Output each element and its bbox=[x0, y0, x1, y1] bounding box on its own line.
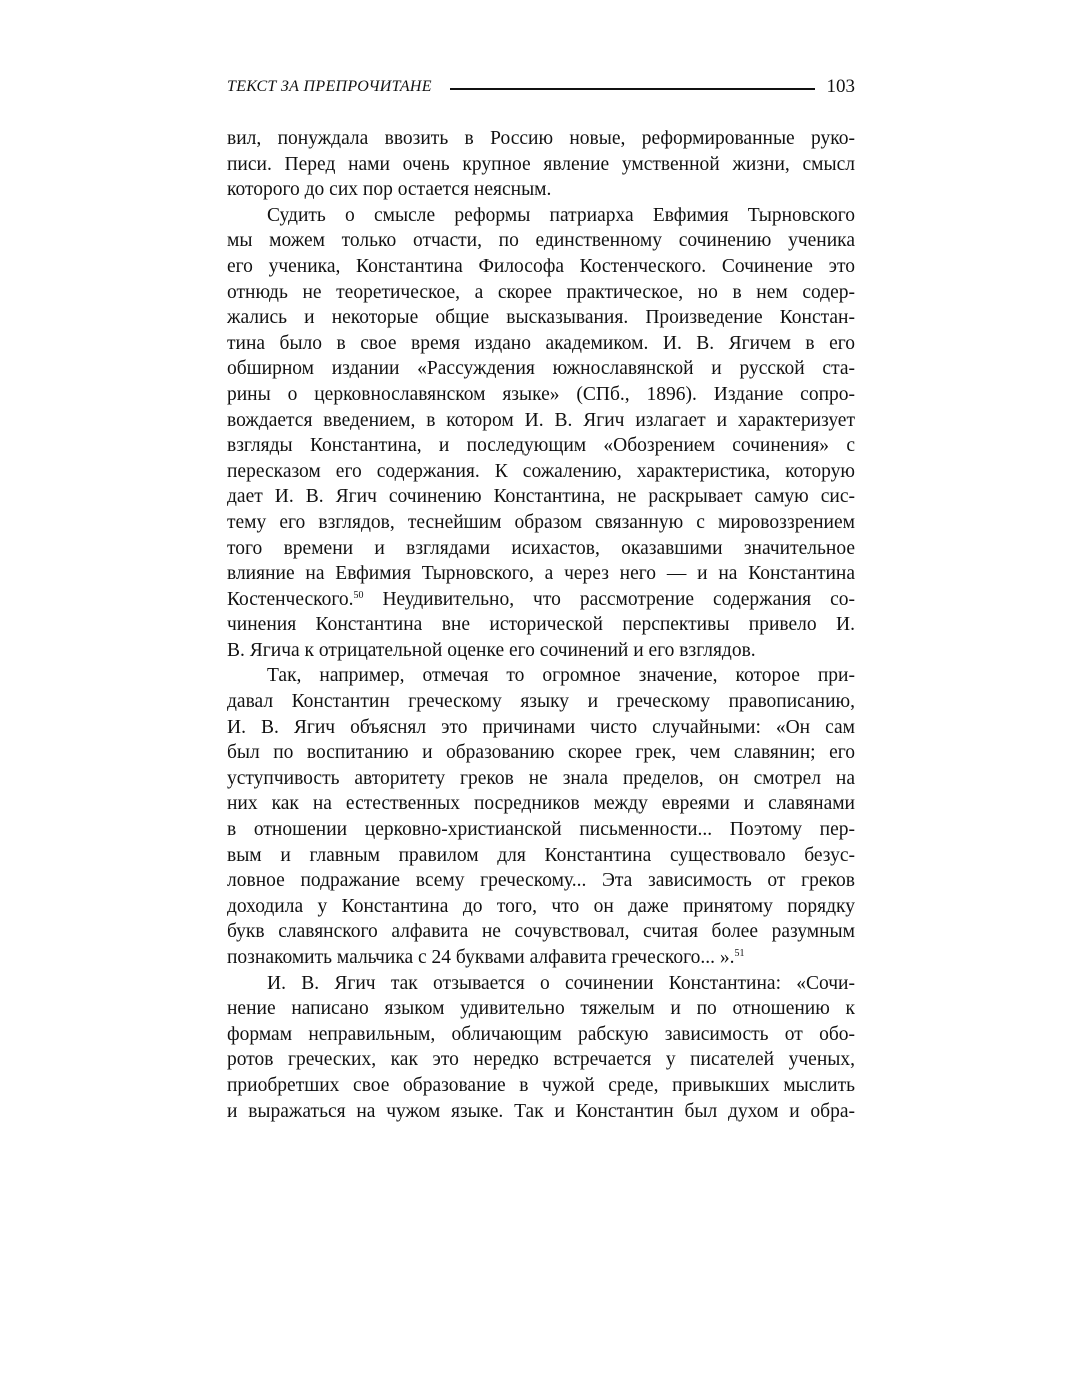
text-line: которого до сих пор остается неясным. bbox=[227, 179, 552, 201]
book-page bbox=[227, 74, 855, 1124]
text-line: формам неправильным, обличающим рабскую зависимость от обо- bbox=[227, 1023, 855, 1045]
text-line: взгляды Константина, и последующим «Обозрением сочинения» с bbox=[227, 435, 855, 457]
text-line: тему его взглядов, теснейшим образом связанную с мировоззрением bbox=[227, 511, 855, 533]
text-line: его ученика, Константина Философа Костенческого. Сочинение это bbox=[227, 255, 855, 277]
text-line: жались и некоторые общие высказывания. Произведение Констан- bbox=[227, 307, 855, 329]
text-line: обширном издании «Рассуждения южнославянской и русской ста- bbox=[227, 358, 855, 380]
text-line: дает И. В. Ягич сочинению Константина, не раскрывает самую сис- bbox=[227, 486, 855, 508]
text-line: тина было в свое время издано академиком. И. В. Ягичем в его bbox=[227, 332, 855, 354]
text-line: Судить о смысле реформы патриарха Евфимия Тырновского bbox=[267, 204, 855, 226]
running-header bbox=[227, 74, 855, 100]
text-line: Так, например, отмечая то огромное значение, которое при- bbox=[267, 665, 855, 687]
paragraph-1 bbox=[227, 126, 855, 203]
footnote-ref: 50 bbox=[353, 589, 364, 601]
text-line: пересказом его содержания. К сожалению, характеристика, которую bbox=[227, 460, 855, 482]
text-line: чинения Константина вне исторической перспективы привело И. bbox=[227, 614, 855, 636]
text-line: рины о церковнославянском языке» (СПб., 1896). Издание сопро- bbox=[227, 383, 855, 405]
paragraph-2 bbox=[227, 203, 855, 664]
text-line: вым и главным правилом для Константина существовало безус- bbox=[227, 844, 855, 866]
text-line: давал Константин греческому языку и греческому правописанию, bbox=[227, 691, 855, 713]
text-line: писи. Перед нами очень крупное явление умственной жизни, смысл bbox=[227, 153, 855, 175]
text-fragment: Неудивительно, что рассмотрение содержания со- bbox=[382, 588, 856, 610]
paragraph-3 bbox=[227, 663, 855, 970]
text-line: вождается введением, в котором И. В. Ягич излагает и характеризует bbox=[227, 409, 855, 431]
paragraph-4 bbox=[227, 971, 855, 1125]
text-line: того времени и взглядами исихастов, оказавшими значительное bbox=[227, 537, 855, 559]
text-fragment: Костенческого. bbox=[227, 588, 354, 610]
text-line-with-footnote bbox=[227, 587, 855, 613]
running-title: ТЕКСТ ЗА ПРЕПРОЧИТАНЕ bbox=[227, 78, 432, 95]
text-line: В. Ягича к отрицательной оценке его сочинений и его взглядов. bbox=[227, 639, 756, 661]
text-line: И. В. Ягич так отзывается о сочинении Константина: «Сочи- bbox=[267, 972, 855, 994]
text-line: доходила у Константина до того, что он даже принятому порядку bbox=[227, 895, 855, 917]
footnote-ref: 51 bbox=[734, 948, 745, 959]
text-line: приобретших свое образование в чужой среде, привыкших мыслить bbox=[227, 1074, 855, 1096]
text-line: уступчивость авторитету греков не знала пределов, он смотрел на bbox=[227, 767, 855, 789]
text-line: был по воспитанию и образованию скорее грек, чем славянин; его bbox=[227, 742, 855, 764]
text-line: отнюдь не теоретическое, а скорее практическое, но в нем содер- bbox=[227, 281, 855, 303]
text-line-with-footnote bbox=[227, 945, 855, 971]
text-line: и выражаться на чужом языке. Так и Константин был духом и обра- bbox=[227, 1100, 855, 1122]
text-line: нение написано языком удивительно тяжелым и по отношению к bbox=[227, 998, 855, 1020]
text-line: влияние на Евфимия Тырновского, а через него — и на Константина bbox=[227, 563, 855, 585]
text-line: И. В. Ягич объяснял это причинами чисто случайными: «Он сам bbox=[227, 716, 855, 738]
text-line: мы можем только отчасти, по единственному сочинению ученика bbox=[227, 230, 855, 252]
page-number: 103 bbox=[826, 76, 855, 97]
header-rule bbox=[450, 88, 815, 90]
text-line: вил, понуждала ввозить в Россию новые, реформированные руко- bbox=[227, 128, 855, 149]
text-line: них как на естественных посредников между евреями и славянами bbox=[227, 793, 855, 815]
text-fragment: познакомить мальчика с 24 буквами алфавита греческого... ». bbox=[227, 947, 735, 968]
body-text bbox=[227, 126, 855, 1124]
text-line: ловное подражание всему греческому... Эта зависимость от греков bbox=[227, 870, 855, 892]
text-line: в отношении церковно-христианской письменности... Поэтому пер- bbox=[227, 819, 855, 841]
text-line: ротов греческих, как это нередко встречается у писателей ученых, bbox=[227, 1049, 855, 1071]
text-line: букв славянского алфавита не сочувствовал, считая более разумным bbox=[227, 921, 855, 943]
